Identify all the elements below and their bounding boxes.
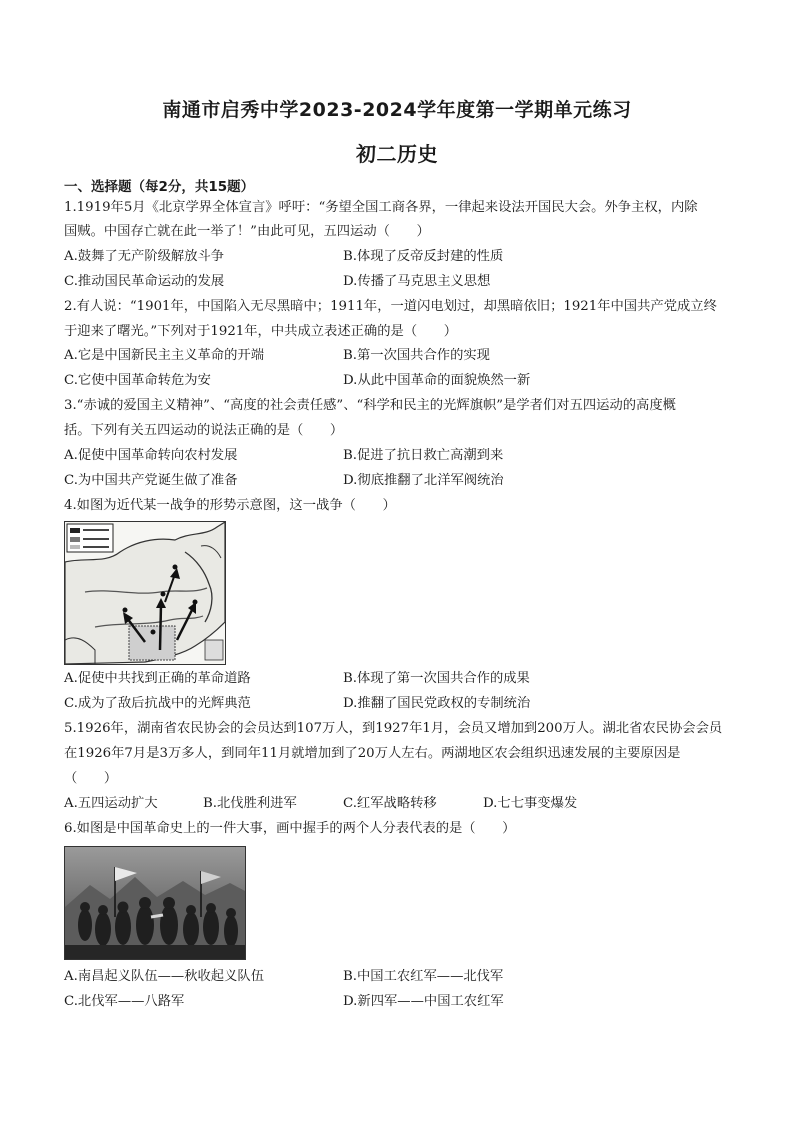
- question-5-stem-line2: 在1926年7月是3万多人，到同年11月就增加到了20万人左右。两湖地区农会组织迅速发展的主要原因是: [64, 746, 681, 761]
- question-2-option-a[interactable]: A.它是中国新民主主义革命的开端: [64, 348, 264, 363]
- question-4-option-c[interactable]: C.成为了敌后抗战中的光辉典范: [64, 696, 251, 711]
- question-5-option-b[interactable]: B.北伐胜利进军: [203, 796, 297, 811]
- question-6-option-a[interactable]: A.南昌起义队伍——秋收起义队伍: [64, 969, 264, 984]
- question-5-option-c[interactable]: C.红军战略转移: [343, 796, 437, 811]
- section-heading: 一、选择题（每2分，共15题）: [64, 179, 255, 195]
- painting-drawing: [65, 847, 245, 959]
- question-1-stem-line2: 国贼。中国存亡就在此一举了！”由此可见，五四运动（ ）: [64, 224, 430, 239]
- question-6-option-d[interactable]: D.新四军——中国工农红军: [343, 994, 504, 1009]
- question-3-option-b[interactable]: B.促进了抗日救亡高潮到来: [343, 448, 504, 463]
- question-1-option-d[interactable]: D.传播了马克思主义思想: [343, 274, 491, 289]
- question-3-option-a[interactable]: A.促使中国革命转向农村发展: [64, 448, 238, 463]
- question-6-option-b[interactable]: B.中国工农红军——北伐军: [343, 969, 504, 984]
- question-1-option-a[interactable]: A.鼓舞了无产阶级解放斗争: [64, 249, 225, 264]
- question-2-option-c[interactable]: C.它使中国革命转危为安: [64, 373, 211, 388]
- question-3-option-d[interactable]: D.彻底推翻了北洋军阀统治: [343, 473, 504, 488]
- war-situation-map: [64, 521, 226, 665]
- exam-subject: 初二历史: [356, 142, 438, 166]
- question-6-option-c[interactable]: C.北伐军——八路军: [64, 994, 185, 1009]
- question-1-option-b[interactable]: B.体现了反帝反封建的性质: [343, 249, 504, 264]
- question-3-stem-line2: 括。下列有关五四运动的说法正确的是（ ）: [64, 423, 344, 438]
- question-3-option-c[interactable]: C.为中国共产党诞生做了准备: [64, 473, 238, 488]
- question-3-stem-line1: 3.“赤诚的爱国主义精神”、“高度的社会责任感”、“科学和民主的光辉旗帜”是学者们对五四运动的高度概: [64, 398, 676, 413]
- map-drawing: [65, 522, 225, 664]
- question-1-option-c[interactable]: C.推动国民革命运动的发展: [64, 274, 225, 289]
- exam-title: 南通市启秀中学2023-2024学年度第一学期单元练习: [162, 99, 632, 121]
- question-2-stem-line2: 于迎来了曙光。”下列对于1921年，中共成立表述正确的是（ ）: [64, 324, 458, 339]
- question-6-stem: 6.如图是中国革命史上的一件大事，画中握手的两个人分表代表的是（ ）: [64, 821, 516, 836]
- question-2-option-b[interactable]: B.第一次国共合作的实现: [343, 348, 490, 363]
- question-1-stem-line1: 1.1919年5月《北京学界全体宣言》呼吁：“务望全国工商各界，一律起来设法开国民大会。外争主权，内除: [64, 200, 698, 215]
- question-5-option-d[interactable]: D.七七事变爆发: [483, 796, 578, 811]
- question-2-stem-line1: 2.有人说：“1901年，中国陷入无尽黑暗中；1911年，一道闪电划过，却黑暗依旧；1921年中国共产党成立终: [64, 299, 717, 314]
- question-2-option-d[interactable]: D.从此中国革命的面貌焕然一新: [343, 373, 531, 388]
- question-5-stem-line1: 5.1926年，湖南省农民协会的会员达到107万人，到1927年1月，会员又增加到200万人。湖北省农民协会会员: [64, 721, 723, 736]
- question-4-option-a[interactable]: A.促使中共找到正确的革命道路: [64, 671, 251, 686]
- question-5-option-a[interactable]: A.五四运动扩大: [64, 796, 158, 811]
- question-4-option-b[interactable]: B.体现了第一次国共合作的成果: [343, 671, 530, 686]
- handshake-painting: [64, 846, 246, 960]
- question-5-stem-line3: （ ）: [64, 771, 118, 786]
- question-4-option-d[interactable]: D.推翻了国民党政权的专制统治: [343, 696, 531, 711]
- question-4-stem: 4.如图为近代某一战争的形势示意图，这一战争（ ）: [64, 498, 396, 513]
